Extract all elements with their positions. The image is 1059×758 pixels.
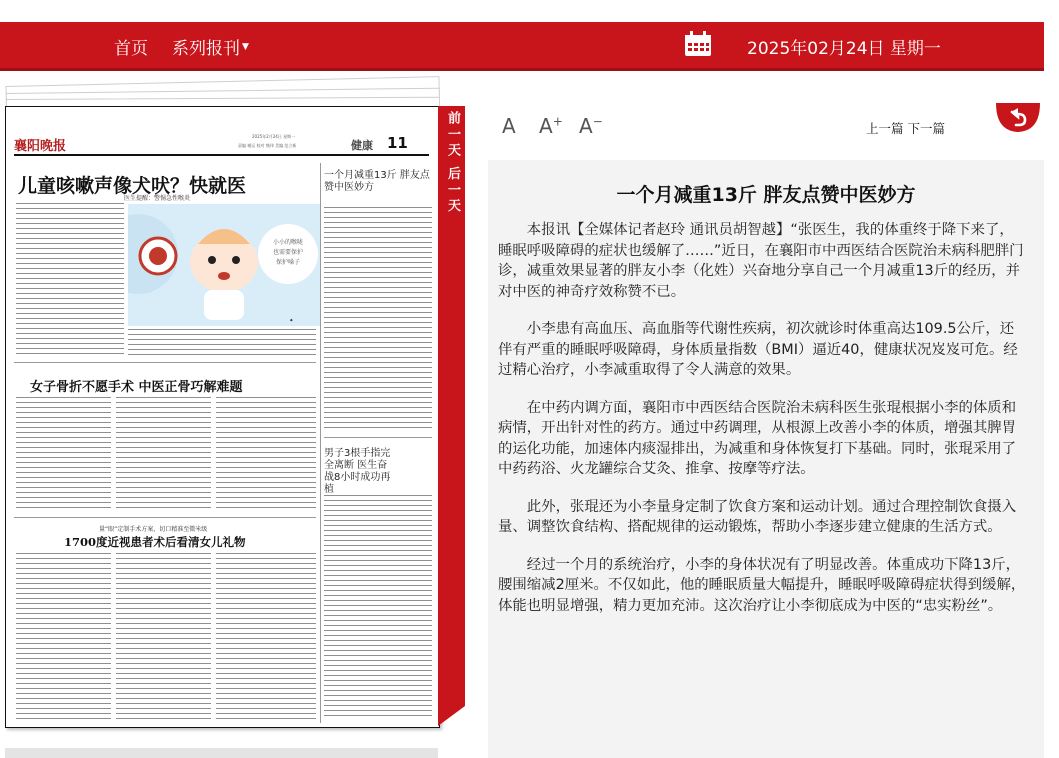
current-date: 2025年02月24日 星期一 (747, 39, 941, 59)
minus-icon: − (592, 114, 603, 129)
story-headline-cough[interactable]: 儿童咳嗽声像犬吠？快就医 (18, 175, 247, 197)
masthead-editors: 责编 谢运 校对 熊伟 美编 范立新 (238, 143, 297, 148)
masthead-logo: 襄阳晚报 (14, 139, 67, 154)
article-body (498, 220, 1028, 633)
svg-text:保护嗓子: 保护嗓子 (275, 259, 301, 266)
story-body-text (324, 207, 432, 432)
nav-home-link[interactable]: 首页 (114, 39, 148, 59)
prev-article-link[interactable]: 上一篇 (866, 121, 904, 136)
nav-series-label: 系列报刊 (172, 39, 240, 59)
article-title: 一个月减重13斤 胖友点赞中医妙方 (616, 184, 916, 206)
chevron-down-icon: ▼ (242, 42, 249, 52)
font-normal-label: A (502, 114, 516, 138)
back-arrow-icon[interactable] (994, 103, 1042, 133)
story-body-text (216, 553, 316, 721)
story-body-text (16, 203, 124, 358)
cartoon-child-icon (128, 204, 320, 326)
story-body-text (128, 329, 316, 357)
article-paragraph: 本报讯【全媒体记者赵玲 通讯员胡智越】“张医生，我的体重终于降下来了，睡眠呼吸障碍的症状也缓解了……”近日，在襄阳市中西医结合医院治未病科肥胖门诊，减重效果显著的胖友小李（化姓）兴奋地分享自己一个月减重13斤的经历，并对中医的神奇疗效称赞不已。 (498, 222, 1024, 300)
story-body-text (116, 397, 211, 512)
story-body-text (116, 553, 211, 721)
story-divider (14, 362, 316, 363)
top-nav-bar (0, 22, 1044, 71)
story-headline-weight-loss[interactable]: 一个月减重13斤 胖友点赞中医妙方 (324, 170, 430, 193)
article-pager (866, 119, 945, 137)
story-kicker-myopia: 量“眼”定制手术方案，切口精准至微米级 (99, 526, 208, 533)
story-body-text (216, 397, 316, 512)
next-page-edge (5, 748, 438, 758)
plus-icon: + (552, 114, 563, 129)
article-paragraph: 经过一个月的系统治疗，小李的身体状况有了明显改善。体重成功下降13斤，腰围缩减2厘米。不仅如此，他的睡眠质量大幅提升，睡眠呼吸障碍症状得到缓解，体能也明显增强，精力更加充沛。这次治疗让小李彻底成为中医的“忠实粉丝”。 (498, 556, 1026, 614)
child-throat-illustration (128, 204, 320, 326)
next-article-link[interactable]: 下一篇 (907, 121, 946, 136)
font-increase-label: A (539, 114, 553, 138)
prev-next-day-label[interactable]: 前一天 后一天 (445, 111, 460, 215)
story-body-text (324, 495, 432, 720)
article-toolbar (488, 106, 1044, 152)
nav-series-dropdown[interactable] (172, 34, 249, 59)
font-size-decrease-button[interactable] (579, 114, 603, 138)
article-paragraph: 小李患有高血压、高血脂等代谢性疾病，初次就诊时体重高达109.5公斤，还伴有严重的睡眠呼吸障碍，身体质量指数（BMI）逼近40，健康状况岌岌可危。经过精心治疗，小李减重取得了令人满意的效果。 (498, 321, 1018, 378)
story-body-text (16, 553, 111, 721)
article-paragraph: 在中药内调方面，襄阳市中西医结合医院治未病科医生张琨根据小李的体质和病情，开出针对性的药方。通过中药调理，从根源上改善小李的体质，增强其脾胃的运化功能，加速体内痰湿排出，为减重和身体恢复打下基础。同时，张琨采用了中药药浴、火龙罐综合艾灸、推拿、按摩等疗法。 (498, 399, 1017, 477)
font-size-increase-button[interactable] (539, 114, 563, 138)
calendar-icon[interactable] (684, 31, 712, 57)
story-headline-myopia[interactable]: 1700度近视患者术后看清女儿礼物 (64, 535, 246, 549)
story-subheadline-cough: 医生提醒：警惕急性喉炎 (124, 195, 191, 202)
section-name: 健康 (351, 139, 373, 152)
story-divider (324, 437, 432, 438)
illustration-credit: ◆ (290, 318, 293, 322)
story-divider (14, 517, 316, 518)
svg-text:小小的喉咙: 小小的喉咙 (272, 239, 304, 246)
story-body-text (16, 397, 111, 512)
article-panel (488, 160, 1044, 758)
story-headline-fracture[interactable]: 女子骨折不愿手术 中医正骨巧解难题 (30, 380, 243, 395)
article-paragraph: 此外，张琨还为小李量身定制了饮食方案和运动计划。通过合理控制饮食摄入量、调整饮食结构、搭配规律的运动锻炼，帮助小李逐步建立健康的生活方式。 (498, 498, 1017, 535)
masthead-date: 2025年2月24日 星期一 (252, 134, 296, 139)
svg-text:也需要保护: 也需要保护 (272, 249, 304, 256)
newspaper-page[interactable] (5, 106, 440, 728)
page-number: 11 (387, 134, 408, 152)
story-headline-finger-replant[interactable]: 男子3根手指完全离断 医生奋战8小时成功再植 (324, 448, 391, 495)
column-divider (320, 163, 321, 723)
masthead-rule (14, 154, 429, 156)
font-decrease-label: A (579, 114, 593, 138)
font-size-normal-button[interactable] (502, 114, 516, 138)
